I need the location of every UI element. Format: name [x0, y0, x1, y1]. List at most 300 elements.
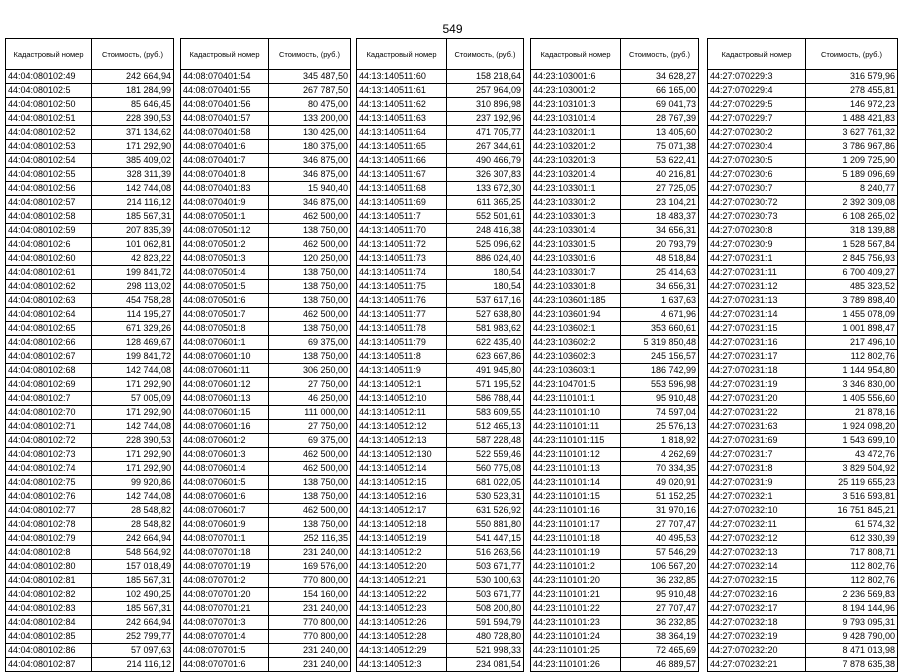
cadastral-number-cell: 44:04:080102:74: [6, 462, 92, 476]
cost-cell: 138 750,00: [269, 476, 351, 490]
cost-cell: 34 656,31: [621, 224, 699, 238]
cost-cell: 186 742,99: [621, 364, 699, 378]
table-row: [181, 238, 351, 252]
cost-cell: 214 116,12: [92, 196, 174, 210]
table-row: [357, 238, 524, 252]
cadastral-number-cell: 44:23:104701:5: [531, 378, 621, 392]
cadastral-number-cell: 44:23:110101:19: [531, 546, 621, 560]
cadastral-number-cell: 44:13:140511:66: [357, 154, 447, 168]
cadastral-number-cell: 44:27:070231:63: [708, 420, 806, 434]
table-row: [708, 504, 898, 518]
cadastral-number-cell: 44:08:070701:4: [181, 630, 269, 644]
cost-cell: 480 728,80: [447, 630, 524, 644]
cost-cell: 207 835,39: [92, 224, 174, 238]
table-row: [357, 308, 524, 322]
cost-cell: 267 344,61: [447, 140, 524, 154]
cadastral-number-cell: 44:23:103001:6: [531, 70, 621, 84]
cost-cell: 462 500,00: [269, 210, 351, 224]
table-row: [531, 448, 699, 462]
table-row: [6, 476, 174, 490]
cadastral-number-cell: 44:08:070601:1: [181, 336, 269, 350]
table-row: [181, 210, 351, 224]
header-cadastral-number: Кадастровый номер: [181, 39, 269, 70]
cadastral-number-cell: 44:27:070231:13: [708, 294, 806, 308]
table-row: [6, 406, 174, 420]
cost-cell: 74 597,04: [621, 406, 699, 420]
cost-cell: 46 889,57: [621, 658, 699, 672]
cadastral-number-cell: 44:13:140511:67: [357, 168, 447, 182]
table-row: [708, 350, 898, 364]
cadastral-number-cell: 44:27:070230:6: [708, 168, 806, 182]
cadastral-number-cell: 44:04:080102:53: [6, 140, 92, 154]
cost-cell: 462 500,00: [269, 462, 351, 476]
cost-cell: 681 022,05: [447, 476, 524, 490]
cost-cell: 278 455,81: [806, 84, 898, 98]
table-row: [531, 420, 699, 434]
table-row: [6, 560, 174, 574]
table-row: [357, 378, 524, 392]
table-row: [357, 126, 524, 140]
cadastral-number-cell: 44:23:103602:2: [531, 336, 621, 350]
table-row: [357, 518, 524, 532]
cost-cell: 5 319 850,48: [621, 336, 699, 350]
cost-cell: 133 200,00: [269, 112, 351, 126]
table-row: [708, 476, 898, 490]
cost-cell: 1 528 567,84: [806, 238, 898, 252]
table-row: [6, 238, 174, 252]
cadastral-number-cell: 44:13:140512:16: [357, 490, 447, 504]
table-row: [181, 70, 351, 84]
table-row: [181, 574, 351, 588]
cadastral-number-cell: 44:13:140511:76: [357, 294, 447, 308]
table-row: [357, 112, 524, 126]
cost-cell: 8 194 144,96: [806, 602, 898, 616]
table-row: [531, 70, 699, 84]
cadastral-number-cell: 44:23:103301:1: [531, 182, 621, 196]
table-row: [6, 518, 174, 532]
table-row: [708, 168, 898, 182]
cost-cell: 112 802,76: [806, 560, 898, 574]
cost-cell: 138 750,00: [269, 294, 351, 308]
cost-cell: 231 240,00: [269, 658, 351, 672]
cadastral-number-cell: 44:08:070601:5: [181, 476, 269, 490]
cost-cell: 717 808,71: [806, 546, 898, 560]
cadastral-number-cell: 44:13:140512:11: [357, 406, 447, 420]
cadastral-number-cell: 44:13:140511:64: [357, 126, 447, 140]
table-row: [357, 168, 524, 182]
cadastral-number-cell: 44:08:070401:8: [181, 168, 269, 182]
cost-cell: 142 744,08: [92, 420, 174, 434]
cost-cell: 530 523,31: [447, 490, 524, 504]
cost-cell: 541 447,15: [447, 532, 524, 546]
cadastre-table-5: [707, 38, 898, 672]
table-row: [181, 98, 351, 112]
cadastral-number-cell: 44:23:110101:115: [531, 434, 621, 448]
table-row: [531, 84, 699, 98]
cost-cell: 51 152,25: [621, 490, 699, 504]
cost-cell: 42 823,22: [92, 252, 174, 266]
table-row: [357, 350, 524, 364]
table-row: [357, 364, 524, 378]
cost-cell: 57 097,63: [92, 644, 174, 658]
table-row: [708, 336, 898, 350]
table-row: [708, 140, 898, 154]
table-row: [531, 518, 699, 532]
table-row: [708, 518, 898, 532]
cost-cell: 214 116,12: [92, 658, 174, 672]
cost-cell: 99 920,86: [92, 476, 174, 490]
cadastral-number-cell: 44:08:070701:1: [181, 532, 269, 546]
table-row: [531, 392, 699, 406]
cadastral-number-cell: 44:27:070232:19: [708, 630, 806, 644]
table-row: [708, 602, 898, 616]
table-row: [6, 98, 174, 112]
cadastral-number-cell: 44:08:070501:5: [181, 280, 269, 294]
cadastral-number-cell: 44:23:103101:3: [531, 98, 621, 112]
cadastral-number-cell: 44:04:080102:81: [6, 574, 92, 588]
cost-cell: 9 428 790,00: [806, 630, 898, 644]
cost-cell: 3 829 504,92: [806, 462, 898, 476]
cadastral-number-cell: 44:27:070231:19: [708, 378, 806, 392]
table-row: [708, 224, 898, 238]
cadastral-number-cell: 44:27:070230:8: [708, 224, 806, 238]
cost-cell: 185 567,31: [92, 602, 174, 616]
cost-cell: 298 113,02: [92, 280, 174, 294]
table-row: [6, 210, 174, 224]
cost-cell: 237 192,96: [447, 112, 524, 126]
table-row: [708, 392, 898, 406]
table-row: [708, 658, 898, 672]
cadastral-number-cell: 44:04:080102:71: [6, 420, 92, 434]
cost-cell: 571 195,52: [447, 378, 524, 392]
table-row: [6, 308, 174, 322]
cadastral-number-cell: 44:27:070230:7: [708, 182, 806, 196]
cost-cell: 53 622,41: [621, 154, 699, 168]
table-row: [181, 504, 351, 518]
table-row: [357, 294, 524, 308]
table-row: [357, 266, 524, 280]
table-row: [708, 448, 898, 462]
cost-cell: 27 707,47: [621, 518, 699, 532]
cadastral-number-cell: 44:04:080102:72: [6, 434, 92, 448]
cadastral-number-cell: 44:08:070601:6: [181, 490, 269, 504]
cost-cell: 138 750,00: [269, 518, 351, 532]
cadastral-number-cell: 44:08:070701:20: [181, 588, 269, 602]
header-cadastral-number: Кадастровый номер: [6, 39, 92, 70]
cost-cell: 180,54: [447, 280, 524, 294]
cost-cell: 353 660,61: [621, 322, 699, 336]
cadastral-number-cell: 44:08:070701:5: [181, 644, 269, 658]
table-row: [531, 406, 699, 420]
cost-cell: 622 435,40: [447, 336, 524, 350]
table-row: [708, 210, 898, 224]
cost-cell: 228 390,53: [92, 434, 174, 448]
cadastral-number-cell: 44:13:140511:61: [357, 84, 447, 98]
cadastral-number-cell: 44:08:070601:16: [181, 420, 269, 434]
table-row: [6, 420, 174, 434]
table-row: [531, 336, 699, 350]
table-row: [357, 98, 524, 112]
table-row: [357, 280, 524, 294]
table-row: [531, 210, 699, 224]
cost-cell: 70 334,35: [621, 462, 699, 476]
cost-cell: 6 700 409,27: [806, 266, 898, 280]
cadastral-number-cell: 44:27:070230:5: [708, 154, 806, 168]
table-row: [6, 224, 174, 238]
table-row: [531, 140, 699, 154]
cost-cell: 7 878 635,38: [806, 658, 898, 672]
table-row: [531, 98, 699, 112]
table-row: [181, 406, 351, 420]
cadastral-number-cell: 44:13:140512:2: [357, 546, 447, 560]
table-row: [531, 588, 699, 602]
table-row: [6, 350, 174, 364]
table-row: [357, 588, 524, 602]
cadastral-number-cell: 44:04:080102:86: [6, 644, 92, 658]
cost-cell: 553 596,98: [621, 378, 699, 392]
table-row: [181, 490, 351, 504]
table-row: [6, 490, 174, 504]
cadastral-number-cell: 44:27:070229:4: [708, 84, 806, 98]
cadastral-number-cell: 44:27:070232:17: [708, 602, 806, 616]
cost-cell: 158 218,64: [447, 70, 524, 84]
cost-cell: 671 329,26: [92, 322, 174, 336]
cost-cell: 587 228,48: [447, 434, 524, 448]
cadastral-number-cell: 44:23:110101:22: [531, 602, 621, 616]
cadastral-number-cell: 44:23:110101:13: [531, 462, 621, 476]
cost-cell: 508 200,80: [447, 602, 524, 616]
table-row: [6, 462, 174, 476]
cost-cell: 27 707,47: [621, 602, 699, 616]
cost-cell: 146 972,23: [806, 98, 898, 112]
cost-cell: 28 548,82: [92, 504, 174, 518]
cost-cell: 27 750,00: [269, 378, 351, 392]
table-row: [6, 84, 174, 98]
cost-cell: 169 576,00: [269, 560, 351, 574]
cadastral-number-cell: 44:23:103301:2: [531, 196, 621, 210]
cadastral-number-cell: 44:23:110101:26: [531, 658, 621, 672]
cost-cell: 1 144 954,80: [806, 364, 898, 378]
table-row: [531, 378, 699, 392]
cost-cell: 48 518,84: [621, 252, 699, 266]
cadastral-number-cell: 44:04:080102:49: [6, 70, 92, 84]
cost-cell: 462 500,00: [269, 504, 351, 518]
cost-cell: 471 705,77: [447, 126, 524, 140]
table-row: [6, 448, 174, 462]
cadastral-number-cell: 44:08:070701:2: [181, 574, 269, 588]
cost-cell: 318 139,88: [806, 224, 898, 238]
cost-cell: 552 501,61: [447, 210, 524, 224]
table-row: [708, 112, 898, 126]
cost-cell: 252 116,35: [269, 532, 351, 546]
table-row: [708, 182, 898, 196]
table-row: [708, 546, 898, 560]
table-row: [181, 588, 351, 602]
table-row: [357, 84, 524, 98]
cadastral-number-cell: 44:27:070232:20: [708, 644, 806, 658]
table-row: [531, 280, 699, 294]
cost-cell: 171 292,90: [92, 462, 174, 476]
cadastral-number-cell: 44:13:140511:62: [357, 98, 447, 112]
table-row: [357, 504, 524, 518]
table-row: [531, 546, 699, 560]
table-row: [6, 70, 174, 84]
cost-cell: 69 375,00: [269, 434, 351, 448]
table-row: [531, 532, 699, 546]
cadastral-number-cell: 44:08:070601:3: [181, 448, 269, 462]
cadastral-number-cell: 44:13:140511:69: [357, 196, 447, 210]
cadastral-number-cell: 44:27:070230:4: [708, 140, 806, 154]
cadastral-number-cell: 44:23:110101:1: [531, 392, 621, 406]
table-row: [181, 252, 351, 266]
table-row: [708, 98, 898, 112]
cadastral-number-cell: 44:13:140512:13: [357, 434, 447, 448]
cost-cell: 21 878,16: [806, 406, 898, 420]
cadastral-number-cell: 44:23:110101:11: [531, 420, 621, 434]
cadastral-number-cell: 44:04:080102:75: [6, 476, 92, 490]
cost-cell: 112 802,76: [806, 574, 898, 588]
cadastral-number-cell: 44:13:140512:20: [357, 560, 447, 574]
cadastral-number-cell: 44:08:070401:56: [181, 98, 269, 112]
table-row: [181, 434, 351, 448]
cost-cell: 36 232,85: [621, 574, 699, 588]
cadastral-number-cell: 44:23:110101:25: [531, 644, 621, 658]
cost-cell: 2 236 569,83: [806, 588, 898, 602]
cadastral-number-cell: 44:23:110101:17: [531, 518, 621, 532]
cost-cell: 516 263,56: [447, 546, 524, 560]
cost-cell: 770 800,00: [269, 630, 351, 644]
cadastral-number-cell: 44:04:080102:60: [6, 252, 92, 266]
table-row: [531, 504, 699, 518]
table-row: [357, 252, 524, 266]
cadastral-number-cell: 44:23:110101:2: [531, 560, 621, 574]
table-row: [357, 210, 524, 224]
cadastral-number-cell: 44:08:070401:7: [181, 154, 269, 168]
cadastral-number-cell: 44:27:070232:11: [708, 518, 806, 532]
cadastral-number-cell: 44:27:070231:14: [708, 308, 806, 322]
cost-cell: 69 375,00: [269, 336, 351, 350]
cost-cell: 25 119 655,23: [806, 476, 898, 490]
cost-cell: 770 800,00: [269, 574, 351, 588]
cadastral-number-cell: 44:08:070501:12: [181, 224, 269, 238]
cadastral-number-cell: 44:08:070501:4: [181, 266, 269, 280]
cost-cell: 15 940,40: [269, 182, 351, 196]
cost-cell: 1 924 098,20: [806, 420, 898, 434]
cost-cell: 346 875,00: [269, 154, 351, 168]
cadastral-number-cell: 44:08:070501:8: [181, 322, 269, 336]
table-row: [531, 322, 699, 336]
cadastral-number-cell: 44:08:070701:3: [181, 616, 269, 630]
cadastral-number-cell: 44:04:080102:68: [6, 364, 92, 378]
header-cost: Стоимость, (руб.): [92, 39, 174, 70]
cost-cell: 49 020,91: [621, 476, 699, 490]
cost-cell: 4 262,69: [621, 448, 699, 462]
table-row: [531, 462, 699, 476]
table-row: [531, 294, 699, 308]
table-row: [531, 168, 699, 182]
cost-cell: 16 751 845,21: [806, 504, 898, 518]
cadastral-number-cell: 44:04:080102:84: [6, 616, 92, 630]
cost-cell: 217 496,10: [806, 336, 898, 350]
cost-cell: 328 311,39: [92, 168, 174, 182]
table-row: [708, 154, 898, 168]
cadastral-number-cell: 44:23:103301:6: [531, 252, 621, 266]
cost-cell: 346 875,00: [269, 168, 351, 182]
cadastral-number-cell: 44:13:140512:22: [357, 588, 447, 602]
table-row: [357, 392, 524, 406]
cost-cell: 770 800,00: [269, 616, 351, 630]
table-row: [6, 196, 174, 210]
table-row: [708, 490, 898, 504]
table-row: [357, 462, 524, 476]
cost-cell: 138 750,00: [269, 322, 351, 336]
cost-cell: 112 802,76: [806, 350, 898, 364]
cadastral-number-cell: 44:04:080102:61: [6, 266, 92, 280]
cost-cell: 27 750,00: [269, 420, 351, 434]
table-row: [708, 644, 898, 658]
cadastral-number-cell: 44:13:140511:73: [357, 252, 447, 266]
table-row: [6, 112, 174, 126]
cost-cell: 245 156,57: [621, 350, 699, 364]
table-row: [181, 462, 351, 476]
cadastral-number-cell: 44:23:103601:94: [531, 308, 621, 322]
table-row: [531, 266, 699, 280]
cost-cell: 138 750,00: [269, 490, 351, 504]
table-row: [357, 476, 524, 490]
table-row: [181, 658, 351, 672]
cost-cell: 1 543 699,10: [806, 434, 898, 448]
table-row: [708, 532, 898, 546]
cost-cell: 171 292,90: [92, 406, 174, 420]
cadastral-number-cell: 44:13:140511:9: [357, 364, 447, 378]
cost-cell: 85 646,45: [92, 98, 174, 112]
cadastral-number-cell: 44:27:070232:18: [708, 616, 806, 630]
cost-cell: 462 500,00: [269, 448, 351, 462]
cadastral-number-cell: 44:23:103201:4: [531, 168, 621, 182]
cost-cell: 611 365,25: [447, 196, 524, 210]
cost-cell: 13 405,60: [621, 126, 699, 140]
cost-cell: 242 664,94: [92, 616, 174, 630]
table-row: [708, 308, 898, 322]
cost-cell: 34 656,31: [621, 280, 699, 294]
cadastral-number-cell: 44:04:080102:7: [6, 392, 92, 406]
cadastral-number-cell: 44:27:070231:8: [708, 462, 806, 476]
cadastral-number-cell: 44:27:070231:18: [708, 364, 806, 378]
cadastral-number-cell: 44:04:080102:82: [6, 588, 92, 602]
cost-cell: 462 500,00: [269, 238, 351, 252]
cadastral-number-cell: 44:23:103201:2: [531, 140, 621, 154]
table-row: [181, 182, 351, 196]
cadastral-number-cell: 44:27:070231:11: [708, 266, 806, 280]
cost-cell: 1 818,92: [621, 434, 699, 448]
cost-cell: 1 405 556,60: [806, 392, 898, 406]
cost-cell: 257 964,09: [447, 84, 524, 98]
cost-cell: 485 323,52: [806, 280, 898, 294]
table-row: [531, 238, 699, 252]
cost-cell: 130 425,00: [269, 126, 351, 140]
cost-cell: 3 627 761,32: [806, 126, 898, 140]
cost-cell: 171 292,90: [92, 448, 174, 462]
table-row: [531, 196, 699, 210]
cost-cell: 231 240,00: [269, 602, 351, 616]
cadastral-number-cell: 44:27:070231:22: [708, 406, 806, 420]
header-cadastral-number: Кадастровый номер: [357, 39, 447, 70]
cost-cell: 95 910,48: [621, 588, 699, 602]
cost-cell: 69 041,73: [621, 98, 699, 112]
cadastral-number-cell: 44:08:070601:2: [181, 434, 269, 448]
cadastral-number-cell: 44:04:080102:78: [6, 518, 92, 532]
cadastral-number-cell: 44:13:140512:10: [357, 392, 447, 406]
